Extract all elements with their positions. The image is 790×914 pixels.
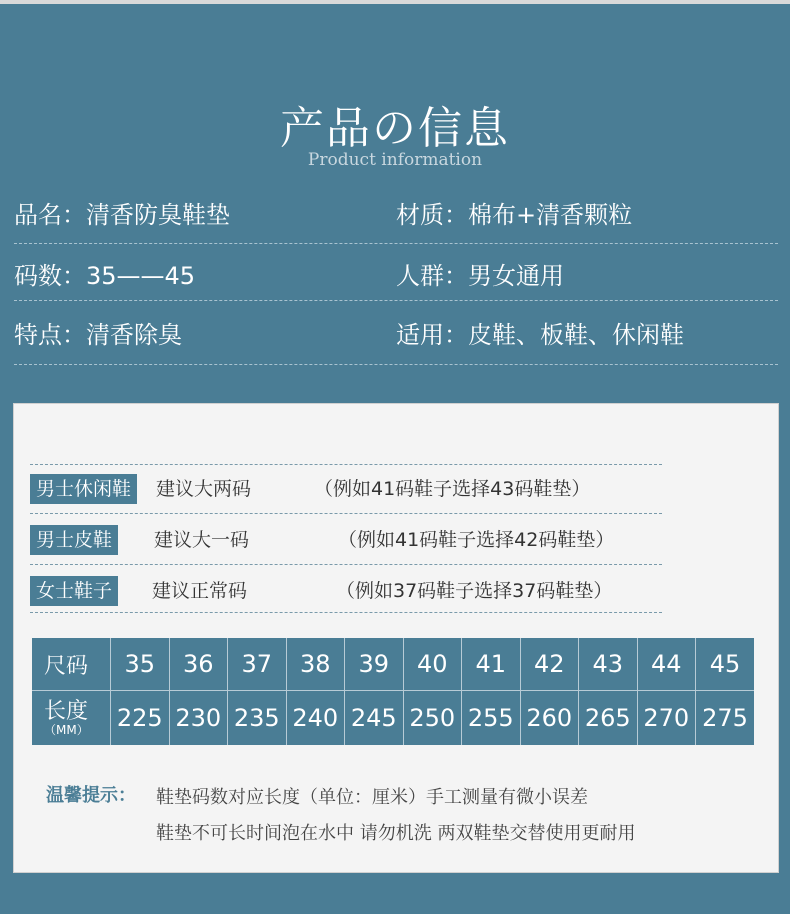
size-cell: 44 [637, 638, 696, 691]
size-table [32, 638, 754, 745]
top-strip [0, 0, 790, 4]
info-row [14, 256, 778, 316]
length-cell: 275 [702, 704, 748, 732]
recommendation-tag: 女士鞋子 [30, 576, 118, 606]
size-guide-panel [13, 403, 779, 873]
info-sizes: 码数：35——45 [14, 262, 196, 290]
info-material: 材质：棉布+清香颗粒 [396, 201, 633, 229]
info-features: 特点：清香除臭 [14, 321, 182, 349]
length-cell: 240 [286, 691, 345, 746]
divider [14, 364, 778, 365]
divider [14, 300, 778, 301]
size-cell: 38 [286, 638, 345, 691]
length-cell: 230 [169, 691, 228, 746]
size-cell: 41 [462, 638, 521, 691]
size-header: 尺码 [32, 638, 111, 691]
length-cell: 270 [637, 691, 696, 746]
size-row [32, 638, 754, 691]
recommendation-row [30, 576, 670, 608]
length-cell: 250 [403, 691, 462, 746]
divider [30, 612, 662, 613]
recommendation-example: （例如41码鞋子选择42码鞋垫） [338, 529, 615, 551]
length-unit: （MM） [44, 723, 89, 737]
size-cell: 39 [345, 638, 404, 691]
divider [30, 564, 662, 565]
size-cell: 43 [579, 638, 638, 691]
length-cell: 255 [462, 691, 521, 746]
info-audience: 人群：男女通用 [396, 262, 564, 290]
divider [30, 513, 662, 514]
size-cell: 36 [169, 638, 228, 691]
recommendation-advice: 建议大一码 [154, 529, 250, 551]
page-title: 产品の信息 [280, 103, 510, 154]
recommendation-row [30, 474, 670, 506]
length-cell: 245 [345, 691, 404, 746]
size-cell: 37 [228, 638, 287, 691]
info-usage: 适用：皮鞋、板鞋、休闲鞋 [396, 321, 684, 349]
size-cell: 45 [696, 638, 755, 691]
recommendation-advice: 建议正常码 [152, 580, 248, 602]
length-cell: 235 [228, 691, 287, 746]
recommendation-row [30, 525, 670, 557]
recommendation-example: （例如37码鞋子选择37码鞋垫） [336, 580, 613, 602]
length-cell: 260 [520, 691, 579, 746]
info-row [14, 315, 778, 375]
length-cell: 225 [111, 691, 170, 746]
page-subtitle: Product information [307, 150, 483, 170]
info-product-name: 品名：清香防臭鞋垫 [14, 201, 230, 229]
recommendation-tag: 男士皮鞋 [30, 525, 118, 555]
size-cell: 35 [111, 638, 170, 691]
length-row [32, 691, 754, 746]
tips-line: 鞋垫不可长时间泡在水中 请勿机洗 两双鞋垫交替使用更耐用 [156, 823, 636, 844]
size-cell: 40 [403, 638, 462, 691]
length-header [32, 691, 111, 746]
tips-label: 温馨提示： [46, 785, 136, 806]
info-row [14, 195, 778, 255]
length-label: 长度 [44, 699, 89, 724]
divider [14, 243, 778, 244]
recommendation-tag: 男士休闲鞋 [30, 474, 137, 504]
divider [30, 464, 662, 465]
size-cell: 42 [520, 638, 579, 691]
tips-line: 鞋垫码数对应长度（单位：厘米）手工测量有微小误差 [156, 787, 588, 808]
recommendation-advice: 建议大两码 [156, 478, 252, 500]
recommendation-example: （例如41码鞋子选择43码鞋垫） [314, 478, 591, 500]
length-cell: 265 [579, 691, 638, 746]
